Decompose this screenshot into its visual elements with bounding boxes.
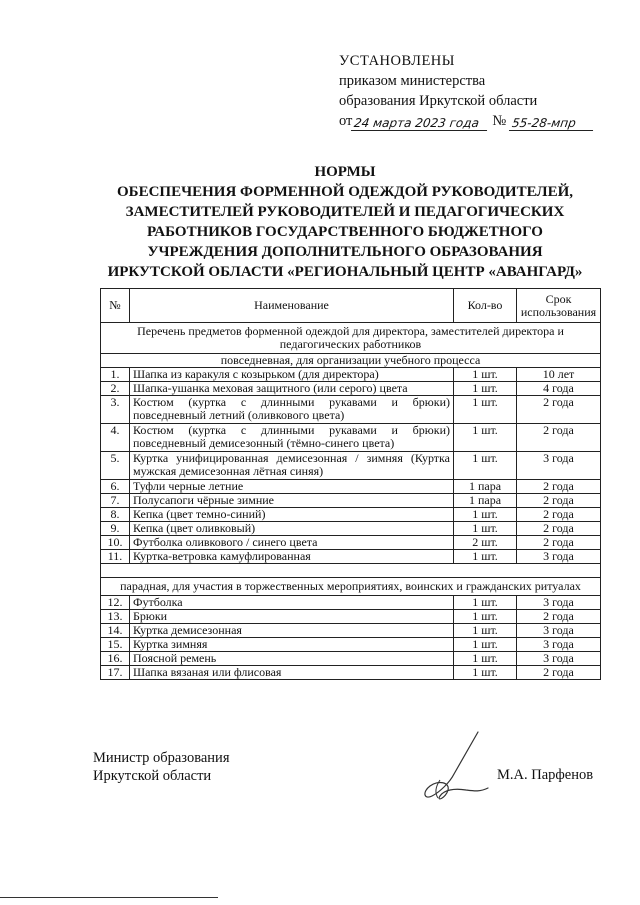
- approval-heading: УСТАНОВЛЕНЫ: [339, 53, 455, 69]
- title-line-1: НОРМЫ: [314, 164, 376, 180]
- item-number: 17.: [101, 666, 130, 680]
- table-header-row: [101, 289, 601, 323]
- group2-title: парадная, для участия в торжественных мероприятиях, воинских и гражданских ритуалах: [101, 578, 601, 596]
- item-quantity: 1 шт.: [454, 638, 517, 652]
- table-row: [101, 652, 601, 666]
- title-line-4: РАБОТНИКОВ ГОСУДАРСТВЕННОГО БЮДЖЕТНОГО: [147, 224, 543, 240]
- item-term: 2 года: [517, 424, 601, 452]
- title-line-6: ИРКУТСКОЙ ОБЛАСТИ «РЕГИОНАЛЬНЫЙ ЦЕНТР «АВАНГАРД»: [107, 264, 583, 280]
- approval-date-number-line: [339, 111, 594, 131]
- item-term: 10 лет: [517, 368, 601, 382]
- minister-position: [93, 749, 229, 785]
- item-term: 2 года: [517, 522, 601, 536]
- item-number: 15.: [101, 638, 130, 652]
- item-quantity: 1 шт.: [454, 368, 517, 382]
- group2-title-row: [101, 578, 601, 596]
- item-quantity: 1 шт.: [454, 452, 517, 480]
- norms-table: [100, 288, 601, 680]
- title-line-3: ЗАМЕСТИТЕЛЕЙ РУКОВОДИТЕЛЕЙ И ПЕДАГОГИЧЕСКИХ: [125, 204, 565, 220]
- item-term: 4 года: [517, 382, 601, 396]
- item-name: Футболка оливкового / синего цвета: [130, 536, 454, 550]
- item-number: 1.: [101, 368, 130, 382]
- group1-title-row: [101, 354, 601, 368]
- item-term: 2 года: [517, 396, 601, 424]
- item-number: 7.: [101, 494, 130, 508]
- section-title-row: [101, 323, 601, 354]
- item-name: Куртка зимняя: [130, 638, 454, 652]
- item-quantity: 1 шт.: [454, 666, 517, 680]
- item-quantity: 1 шт.: [454, 396, 517, 424]
- item-name: Кепка (цвет оливковый): [130, 522, 454, 536]
- item-name: Футболка: [130, 596, 454, 610]
- table-row: [101, 452, 601, 480]
- item-number: 11.: [101, 550, 130, 564]
- item-term: 2 года: [517, 508, 601, 522]
- spacer-cell: [101, 564, 601, 578]
- table-row: [101, 596, 601, 610]
- table-row: [101, 494, 601, 508]
- table-row: [101, 536, 601, 550]
- approval-stamp: [339, 51, 594, 131]
- handwritten-order-number: 55-28-мпр: [509, 116, 595, 131]
- item-number: 5.: [101, 452, 130, 480]
- item-number: 10.: [101, 536, 130, 550]
- item-quantity: 1 шт.: [454, 424, 517, 452]
- number-label: №: [492, 113, 507, 129]
- header-name: Наименование: [130, 289, 454, 323]
- title-line-5: УЧРЕЖДЕНИЯ ДОПОЛНИТЕЛЬНОГО ОБРАЗОВАНИЯ: [147, 244, 543, 260]
- approval-order-line: приказом министерства: [339, 73, 486, 89]
- header-qty: Кол-во: [454, 289, 517, 323]
- item-name: Брюки: [130, 610, 454, 624]
- item-name: Кепка (цвет темно-синий): [130, 508, 454, 522]
- item-quantity: 1 шт.: [454, 652, 517, 666]
- item-name: Куртка демисезонная: [130, 624, 454, 638]
- item-term: 3 года: [517, 624, 601, 638]
- item-number: 4.: [101, 424, 130, 452]
- table-row: [101, 610, 601, 624]
- item-name: Поясной ремень: [130, 652, 454, 666]
- item-number: 16.: [101, 652, 130, 666]
- table-row: [101, 382, 601, 396]
- item-number: 6.: [101, 480, 130, 494]
- table-row: [101, 638, 601, 652]
- item-number: 8.: [101, 508, 130, 522]
- item-term: 3 года: [517, 652, 601, 666]
- item-term: 3 года: [517, 638, 601, 652]
- table-row: [101, 396, 601, 424]
- item-number: 9.: [101, 522, 130, 536]
- table-row: [101, 550, 601, 564]
- header-term: Срок использования: [517, 289, 601, 323]
- handwritten-date: 24 марта 2023 года: [351, 116, 489, 131]
- item-quantity: 1 пара: [454, 480, 517, 494]
- item-name: Туфли черные летние: [130, 480, 454, 494]
- table-row: [101, 522, 601, 536]
- item-name: Костюм (куртка с длинными рукавами и брюки) повседневный демисезонный (тёмно-синего цвета): [130, 424, 454, 452]
- item-term: 2 года: [517, 480, 601, 494]
- item-term: 3 года: [517, 596, 601, 610]
- item-quantity: 1 шт.: [454, 610, 517, 624]
- signer-name: М.А. Парфенов: [497, 767, 594, 783]
- item-term: 3 года: [517, 452, 601, 480]
- item-quantity: 1 шт.: [454, 382, 517, 396]
- handwritten-signature: [410, 730, 500, 805]
- table-spacer-row: [101, 564, 601, 578]
- item-name: Полусапоги чёрные зимние: [130, 494, 454, 508]
- item-number: 12.: [101, 596, 130, 610]
- item-quantity: 1 шт.: [454, 522, 517, 536]
- table-row: [101, 624, 601, 638]
- approval-ministry-line: образования Иркутской области: [339, 93, 538, 109]
- minister-position-line-1: Министр образования: [93, 750, 230, 766]
- item-quantity: 1 пара: [454, 494, 517, 508]
- header-num: №: [101, 289, 130, 323]
- item-quantity: 1 шт.: [454, 596, 517, 610]
- item-term: 2 года: [517, 610, 601, 624]
- item-quantity: 1 шт.: [454, 624, 517, 638]
- item-quantity: 1 шт.: [454, 508, 517, 522]
- item-name: Куртка унифицированная демисезонная / зимняя (Куртка мужская демисезонная лётная синяя): [130, 452, 454, 480]
- table-row: [101, 480, 601, 494]
- from-label: от: [339, 113, 353, 129]
- group1-title: повседневная, для организации учебного процесса: [101, 354, 601, 368]
- item-name: Шапка из каракуля с козырьком (для директора): [130, 368, 454, 382]
- minister-position-line-2: Иркутской области: [93, 768, 212, 784]
- footer-divider: [0, 897, 218, 898]
- item-name: Шапка вязаная или флисовая: [130, 666, 454, 680]
- item-name: Куртка-ветровка камуфлированная: [130, 550, 454, 564]
- item-number: 14.: [101, 624, 130, 638]
- title-line-2: ОБЕСПЕЧЕНИЯ ФОРМЕННОЙ ОДЕЖДОЙ РУКОВОДИТЕЛЕЙ,: [117, 184, 573, 200]
- table-row: [101, 666, 601, 680]
- table-body: [101, 323, 601, 680]
- document-title: [60, 162, 630, 282]
- item-name: Костюм (куртка с длинными рукавами и брюки) повседневный летний (оливкового цвета): [130, 396, 454, 424]
- section-title: Перечень предметов форменной одеждой для директора, заместителей директора и педагогических работников: [101, 323, 601, 354]
- item-number: 13.: [101, 610, 130, 624]
- table-row: [101, 424, 601, 452]
- item-term: 2 года: [517, 666, 601, 680]
- item-term: 2 года: [517, 536, 601, 550]
- item-quantity: 1 шт.: [454, 550, 517, 564]
- item-term: 3 года: [517, 550, 601, 564]
- table-row: [101, 368, 601, 382]
- item-number: 2.: [101, 382, 130, 396]
- table-row: [101, 508, 601, 522]
- item-number: 3.: [101, 396, 130, 424]
- item-term: 2 года: [517, 494, 601, 508]
- item-name: Шапка-ушанка меховая защитного (или серого) цвета: [130, 382, 454, 396]
- item-quantity: 2 шт.: [454, 536, 517, 550]
